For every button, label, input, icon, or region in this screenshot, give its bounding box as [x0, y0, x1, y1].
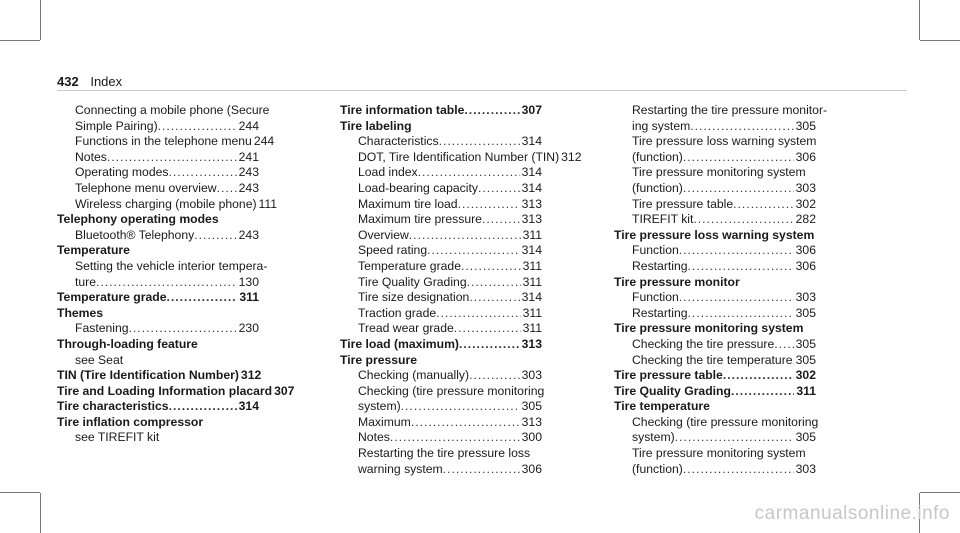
index-entry [614, 290, 816, 306]
page-ref: 313 [521, 336, 542, 351]
dot-leader [469, 290, 519, 306]
index-entry [614, 446, 816, 462]
index-heading [57, 306, 259, 322]
dot-leader [158, 119, 237, 135]
index-entry [340, 415, 542, 431]
dot-leader [733, 197, 794, 213]
index-entry [57, 181, 259, 197]
entry-text: ing system [632, 118, 691, 133]
entry-text: Temperature grade [358, 258, 461, 273]
dot-leader [439, 134, 520, 150]
entry-text: Tire pressure table [614, 368, 723, 383]
index-heading [614, 368, 816, 384]
index-entry [340, 399, 542, 415]
page-ref: 305 [795, 352, 816, 367]
index-entry [340, 290, 542, 306]
index-entry [57, 103, 270, 119]
entry-text: Tire size designation [358, 290, 470, 305]
index-entry [614, 306, 816, 322]
entry-text: Function [632, 243, 679, 258]
entry-text: TIN (Tire Identification Number) [57, 368, 239, 383]
entry-text: see TIREFIT kit [75, 430, 160, 445]
dot-leader [427, 243, 520, 259]
entry-text: TIREFIT kit [632, 212, 694, 227]
dot-leader [679, 290, 794, 306]
index-entry [614, 103, 828, 119]
index-entry [340, 243, 542, 259]
page-ref: 230 [238, 321, 259, 336]
entry-text: Restarting [632, 258, 688, 273]
page-ref: 314 [521, 134, 542, 149]
dot-leader [411, 415, 520, 431]
dot-leader [418, 165, 520, 181]
entry-text: Tire Quality Grading [358, 274, 467, 289]
entry-text: system) [632, 430, 675, 445]
index-entry [57, 430, 259, 446]
entry-text: Notes [75, 149, 107, 164]
index-entry [57, 353, 259, 369]
entry-text: Restarting the tire pressure monitor- [632, 103, 828, 117]
entry-text: Tire pressure loss warning system [614, 227, 815, 242]
dot-leader [690, 119, 793, 135]
index-heading [57, 368, 262, 384]
dot-leader [688, 259, 794, 275]
page-ref: 313 [521, 196, 542, 211]
page-ref: 313 [521, 414, 542, 429]
index-entry [57, 275, 259, 291]
index-column-2 [340, 103, 582, 477]
header-rule [57, 90, 907, 91]
index-entry [340, 149, 582, 166]
index-entry [614, 353, 816, 369]
entry-text: Speed rating [358, 243, 428, 258]
entry-text: Load index [358, 165, 418, 180]
index-entry [614, 414, 819, 431]
page-ref: 312 [561, 149, 582, 164]
entry-text: Tire inflation compressor [57, 414, 204, 429]
entry-text: Traction grade [358, 305, 437, 320]
dot-leader [129, 321, 237, 337]
index-entry [340, 321, 542, 337]
index-entry [340, 134, 542, 150]
index-heading [614, 275, 816, 291]
crop-mark [0, 492, 40, 493]
entry-text: Tire and Loading Information placard [57, 383, 273, 398]
page-ref: 311 [522, 305, 542, 320]
entry-text: Tire Quality Grading [614, 383, 731, 398]
index-entry [614, 181, 816, 197]
index-entry [57, 228, 259, 244]
entry-text: Overview [358, 227, 409, 242]
index-heading [57, 243, 259, 259]
index-heading [57, 337, 259, 353]
entry-text: Tire load (maximum) [340, 336, 459, 351]
entry-text: Load-bearing capacity [358, 180, 478, 195]
index-entry [57, 165, 259, 181]
index-entry [340, 212, 542, 228]
entry-text: Telephone menu overview [75, 180, 217, 195]
entry-text: Tire pressure monitoring system [632, 446, 806, 461]
entry-text: Checking (tire pressure monitoring [358, 383, 545, 398]
entry-text: Simple Pairing) [75, 118, 158, 133]
crop-mark [920, 492, 960, 493]
dot-leader [169, 399, 237, 415]
index-heading [614, 399, 816, 415]
index-entry [614, 430, 816, 446]
index-column-3 [614, 103, 828, 477]
entry-text: Through-loading feature [57, 336, 198, 351]
page-ref: 314 [521, 165, 542, 180]
page-ref: 305 [795, 336, 816, 351]
page-ref: 312 [240, 368, 262, 383]
dot-leader [458, 197, 520, 213]
index-entry [614, 243, 816, 259]
entry-text: Telephony operating modes [57, 212, 219, 227]
entry-text: Setting the vehicle interior tempera- [75, 258, 268, 273]
entry-text: Maximum tire pressure [358, 212, 482, 227]
page-number: 432 [57, 74, 79, 89]
dot-leader [461, 259, 521, 275]
entry-text: warning system [358, 461, 443, 476]
index-heading [614, 384, 816, 400]
dot-leader [774, 337, 793, 353]
index-entry [614, 337, 816, 353]
entry-text: Functions in the telephone menu [75, 134, 252, 149]
page-ref: 305 [795, 305, 816, 320]
index-entry [340, 165, 542, 181]
index-heading [340, 337, 542, 353]
page-ref: 303 [795, 461, 816, 476]
entry-text: Bluetooth® Telephony [75, 227, 195, 242]
entry-text: Tire labeling [340, 118, 412, 133]
page-ref: 303 [795, 290, 816, 305]
index-entry [614, 150, 816, 166]
page-ref: 302 [795, 368, 816, 383]
entry-text: Temperature [57, 243, 130, 258]
page-ref: 111 [258, 196, 278, 211]
entry-text: Notes [358, 430, 390, 445]
entry-text: Themes [57, 305, 104, 320]
crop-mark [920, 40, 960, 41]
entry-text: Tire pressure loss warning system [632, 134, 817, 149]
entry-text: Connecting a mobile phone (Secure [75, 103, 270, 117]
page-ref: 311 [239, 290, 259, 305]
page-ref: 313 [521, 212, 542, 227]
entry-text: (function) [632, 149, 683, 164]
dot-leader [482, 212, 520, 228]
page-ref: 244 [238, 118, 259, 133]
index-heading [340, 103, 542, 119]
index-entry [340, 275, 542, 291]
page-ref: 311 [522, 321, 542, 336]
dot-leader [217, 181, 237, 197]
entry-text: Checking the tire temperature [632, 352, 793, 367]
page-ref: 306 [795, 243, 816, 258]
crop-mark [40, 493, 41, 533]
page-ref: 243 [238, 227, 259, 242]
entry-text: Tire characteristics [57, 399, 169, 414]
dot-leader [390, 430, 520, 446]
entry-text: Checking the tire pressure [632, 336, 775, 351]
page-ref: 305 [521, 399, 542, 414]
dot-leader [683, 462, 794, 478]
index-entry [340, 462, 542, 478]
index-entry [614, 259, 816, 275]
dot-leader [169, 165, 237, 181]
watermark: carmanualsonline.info [754, 503, 950, 524]
page-ref: 282 [795, 212, 816, 227]
index-entry [614, 134, 816, 150]
index-entry [57, 258, 268, 275]
index-entry [340, 181, 542, 197]
index-heading [57, 383, 295, 400]
page-ref: 243 [238, 165, 259, 180]
entry-text: Restarting the tire pressure loss [358, 446, 531, 461]
index-entry [340, 259, 542, 275]
page-ref: 302 [795, 196, 816, 211]
page-ref: 243 [238, 180, 259, 195]
dot-leader [409, 228, 521, 244]
index-heading [57, 415, 259, 431]
dot-leader [443, 462, 520, 478]
entry-text: DOT, Tire Identification Number (TIN) [358, 149, 560, 164]
entry-text: system) [358, 399, 401, 414]
entry-text: Maximum [358, 414, 411, 429]
entry-text: Fastening [75, 321, 129, 336]
page-ref: 307 [521, 103, 542, 117]
index-entry [340, 368, 542, 384]
index-entry [614, 212, 816, 228]
dot-leader [469, 368, 520, 384]
dot-leader [167, 290, 238, 306]
entry-text: Tire temperature [614, 399, 710, 414]
entry-text: Maximum tire load [358, 196, 458, 211]
index-heading [57, 290, 259, 306]
page-ref: 130 [238, 274, 259, 289]
dot-leader [688, 306, 794, 322]
dot-leader [683, 150, 794, 166]
dot-leader [401, 399, 520, 415]
crop-mark [919, 0, 920, 40]
page-ref: 307 [274, 383, 295, 398]
entry-text: (function) [632, 180, 683, 195]
page-ref: 241 [238, 149, 259, 164]
dot-leader [679, 243, 794, 259]
entry-text: Tire information table [340, 103, 465, 117]
dot-leader [467, 275, 521, 291]
page-ref: 303 [795, 180, 816, 195]
entry-text: Tire pressure monitor [614, 274, 740, 289]
section-title: Index [90, 74, 123, 89]
entry-text: Operating modes [75, 165, 169, 180]
dot-leader [96, 275, 237, 291]
page-ref: 306 [521, 461, 542, 476]
dot-leader [478, 181, 520, 197]
index-heading [57, 399, 259, 415]
page-ref: 311 [796, 383, 816, 398]
dot-leader [459, 337, 520, 353]
page-ref: 305 [795, 118, 816, 133]
index-entry [57, 134, 275, 150]
entry-text: Tire pressure [340, 352, 418, 367]
page-ref: 314 [521, 290, 542, 305]
dot-leader [464, 103, 519, 119]
entry-text: ture [75, 274, 97, 289]
dot-leader [723, 368, 794, 384]
entry-text: Checking (tire pressure monitoring [632, 414, 819, 429]
crop-mark [40, 0, 41, 40]
page-ref: 311 [522, 274, 542, 289]
page-ref: 300 [521, 430, 542, 445]
page-ref: 314 [521, 243, 542, 258]
index-heading [340, 353, 542, 369]
page-ref: 314 [238, 399, 259, 414]
index-entry [340, 306, 542, 322]
dot-leader [436, 306, 520, 322]
entry-text: see Seat [75, 352, 124, 367]
dot-leader [731, 384, 794, 400]
dot-leader [107, 150, 237, 166]
dot-leader [683, 181, 794, 197]
entry-text: Restarting [632, 305, 688, 320]
index-column-1 [57, 103, 295, 446]
page-ref: 306 [795, 149, 816, 164]
page-ref: 311 [522, 258, 542, 273]
index-entry [57, 119, 259, 135]
dot-leader [675, 430, 794, 446]
index-entry [340, 430, 542, 446]
entry-text: Function [632, 290, 679, 305]
index-heading [340, 119, 542, 135]
page-ref: 244 [253, 134, 275, 149]
index-heading [57, 212, 259, 228]
entry-text: Tire pressure table [632, 196, 734, 211]
index-entry [340, 197, 542, 213]
entry-text: Temperature grade [57, 290, 167, 305]
entry-text: (function) [632, 461, 683, 476]
dot-leader [454, 321, 521, 337]
page-ref: 305 [795, 430, 816, 445]
entry-text: Tire pressure monitoring system [632, 165, 806, 180]
index-entry [614, 462, 816, 478]
page-ref: 314 [521, 180, 542, 195]
index-entry [614, 119, 816, 135]
entry-text: Wireless charging (mobile phone) [75, 196, 257, 211]
index-entry [614, 197, 816, 213]
index-heading [614, 321, 816, 337]
page-header [57, 74, 122, 89]
entry-text: Characteristics [358, 134, 439, 149]
index-entry [57, 150, 259, 166]
index-entry [57, 196, 278, 213]
dot-leader [693, 212, 793, 228]
page-ref: 311 [522, 227, 542, 242]
page-ref: 303 [521, 368, 542, 383]
crop-mark [0, 40, 40, 41]
index-entry [57, 321, 259, 337]
index-entry [340, 383, 545, 400]
index-entry [340, 228, 542, 244]
index-entry [340, 446, 542, 462]
index-entry [614, 165, 816, 181]
page-ref: 306 [795, 258, 816, 273]
index-heading [614, 228, 816, 244]
entry-text: Checking (manually) [358, 368, 470, 383]
entry-text: Tire pressure monitoring system [614, 321, 804, 336]
entry-text: Tread wear grade [358, 321, 454, 336]
dot-leader [194, 228, 236, 244]
